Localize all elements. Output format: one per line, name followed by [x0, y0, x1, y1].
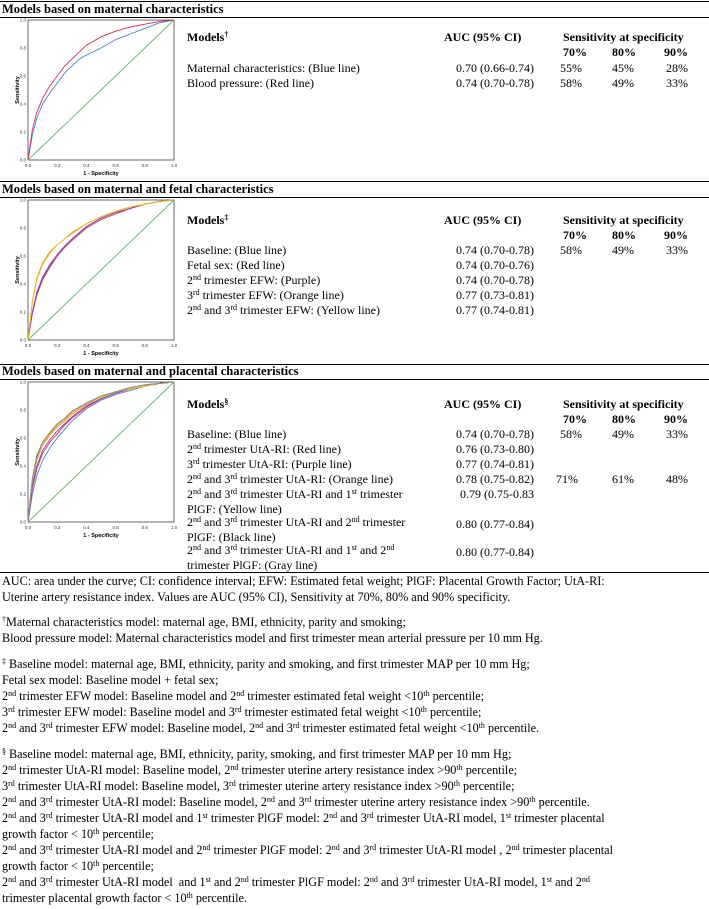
spec-70-header-3: 70%: [563, 412, 587, 426]
row-s70: 71%: [556, 472, 578, 486]
footnote-abbreviations: AUC: area under the curve; CI: confidence interval; EFW: Estimated fetal weight; PlGF: Placental Growth Factor; UtA-RI: Uterine artery resistance index. Values are AUC (95% CI), Sensitivity at 70%, 80% and 90% specificity.: [2, 574, 605, 604]
y-tick-label: 0.4: [19, 101, 26, 107]
row-s90: 33%: [666, 427, 688, 441]
row-label: 2nd and 3rd trimester UtA-RI: (Orange line): [187, 472, 393, 486]
x-tick-label: 0.2: [54, 525, 61, 530]
row-auc: 0.77 (0.74-0.81): [456, 457, 534, 471]
row-s80: 61%: [612, 472, 634, 486]
y-axis-label: Sensitivity: [15, 76, 21, 104]
x-tick-label: 0.4: [83, 163, 90, 168]
y-tick-label: 0.6: [19, 435, 26, 441]
row-s70: 55%: [560, 61, 582, 75]
row-auc: 0.70 (0.66-0.74): [456, 61, 534, 75]
footnote-dagger: †Maternal characteristics model: maternal age, BMI, ethnicity, parity and smoking; Blood pressure model: Maternal characteristics model and first trimester mean arterial pressure per 10 mm Hg.: [2, 615, 543, 645]
row-auc: 0.76 (0.73-0.80): [456, 442, 534, 456]
row-s90: 33%: [666, 76, 688, 90]
row-label: Maternal characteristics: (Blue line): [187, 61, 360, 75]
x-axis-label: 1 - Specificity: [83, 351, 119, 357]
row-label: 2nd trimester UtA-RI: (Red line): [187, 442, 341, 456]
roc-chart-2: [14, 198, 178, 360]
x-tick-label: 0.2: [54, 343, 61, 348]
row-s70: 58%: [560, 427, 582, 441]
section-1-title: Models based on maternal characteristics: [2, 2, 224, 16]
row-label: 2nd and 3rd trimester UtA-RI and 1st trimester PlGF: (Yellow line): [187, 487, 403, 516]
row-label: 3rd trimester UtA-RI: (Purple line): [187, 457, 352, 471]
y-tick-label: 1.0: [19, 18, 26, 23]
spec-90-header-2: 90%: [664, 228, 688, 242]
roc-chart-1: [14, 18, 178, 180]
row-label: Baseline: (Blue line): [187, 427, 287, 441]
row-label: 2nd and 3rd trimester EFW: (Yellow line): [187, 303, 380, 317]
row-label: Blood pressure: (Red line): [187, 76, 314, 90]
y-tick-label: 0.4: [19, 281, 26, 287]
footnote-double-dagger: ‡ Baseline model: maternal age, BMI, ethnicity, parity and smoking, and first trimester MAP per 10 mm Hg; Fetal sex model: Baseline model + fetal sex; 2nd trimester EFW model: Baseline model and 2nd trimester estimated fetal weight <10th percentile; 3rd trimester EFW model: Baseline model and 3rd trimester estimated fetal weight <10th percentile; 2nd and 3rd trimester EFW model: Baseline model, 2nd and 3rd trimester estimated fetal weight <10th percentile.: [2, 657, 540, 735]
y-tick-label: 0.2: [19, 129, 26, 135]
row-s90: 28%: [666, 61, 688, 75]
row-s80: 45%: [612, 61, 634, 75]
sens-header-1: Sensitivity at specificity: [563, 30, 684, 44]
x-tick-label: 0.8: [141, 525, 148, 530]
row-label: Baseline: (Blue line): [187, 243, 287, 257]
x-tick-label: 0.8: [141, 343, 148, 348]
y-tick-label: 0.6: [19, 73, 26, 79]
y-tick-label: 0.2: [19, 309, 26, 315]
y-tick-label: 0.4: [19, 463, 26, 469]
spec-70-header-2: 70%: [563, 228, 587, 242]
row-label: 2nd and 3rd trimester UtA-RI and 1st and 2nd trimester PlGF: (Gray line): [187, 543, 395, 572]
y-axis-label: Sensitivity: [15, 256, 21, 284]
row-auc: 0.77 (0.73-0.81): [456, 288, 534, 302]
y-axis-label: Sensitivity: [15, 438, 21, 466]
auc-header-2: AUC (95% CI): [444, 213, 522, 227]
row-auc: 0.74 (0.70-0.78): [456, 273, 534, 287]
section-2-title: Models based on maternal and fetal characteristics: [2, 182, 274, 196]
x-tick-label: 0.6: [112, 163, 119, 168]
row-label: Fetal sex: (Red line): [187, 258, 285, 272]
spec-90-header-3: 90%: [664, 412, 688, 426]
x-tick-label: 0.8: [141, 163, 148, 168]
x-tick-label: 0.0: [24, 525, 32, 530]
y-tick-label: 0.0: [19, 337, 26, 343]
row-label: 3rd trimester EFW: (Orange line): [187, 288, 344, 302]
row-auc: 0.79 (0.75-0.83: [460, 487, 534, 501]
spec-90-header-1: 90%: [664, 45, 688, 59]
row-auc: 0.74 (0.70-0.78): [456, 427, 534, 441]
row-s90: 48%: [666, 472, 688, 486]
x-tick-label: 0.0: [24, 163, 32, 168]
row-auc: 0.74 (0.70-0.78): [456, 243, 534, 257]
sens-header-2: Sensitivity at specificity: [563, 213, 684, 227]
y-tick-label: 0.0: [19, 519, 26, 525]
section-3-title: Models based on maternal and placental characteristics: [2, 364, 299, 378]
row-s80: 49%: [612, 76, 634, 90]
x-tick-label: 0.0: [24, 343, 32, 348]
y-tick-label: 0.0: [19, 157, 26, 163]
x-tick-label: 0.6: [112, 525, 119, 530]
spec-80-header-1: 80%: [612, 45, 636, 59]
row-auc: 0.80 (0.77-0.84): [456, 517, 534, 531]
x-tick-label: 1.0: [170, 163, 178, 168]
x-tick-label: 1.0: [170, 525, 178, 530]
models-header-2: Models‡: [187, 213, 229, 227]
spec-80-header-3: 80%: [612, 412, 636, 426]
row-auc: 0.78 (0.75-0.82): [456, 472, 534, 486]
auc-header-3: AUC (95% CI): [444, 397, 522, 411]
row-s70: 58%: [560, 76, 582, 90]
x-axis-label: 1 - Specificity: [83, 533, 119, 539]
roc-chart-3: [14, 380, 178, 542]
x-tick-label: 1.0: [170, 343, 178, 348]
y-tick-label: 0.2: [19, 491, 26, 497]
footnote-section-sign: § Baseline model: maternal age, BMI, ethnicity, parity, smoking, and first trimester MAP per 10 mm Hg; 2nd trimester UtA-RI model: Baseline model, 2nd trimester uterine artery resistance index >90th percentile; 3rd trimester UtA-RI model: Baseline model, 3rd trimester uterine artery resistance index >90th percentile; 2nd and 3rd trimester UtA-RI model: Baseline model, 2nd and 3rd trimester uterine artery resistance index >90th percentile. 2nd and 3rd trimester UtA-RI model and 1st trimester PlGF model: 2nd and 3rd trimester UtA-RI model, 1st trimester placental growth factor < 10th percentile; 2nd and 3rd trimester UtA-RI model and 2nd trimester PlGF model: 2nd and 3rd trimester UtA-RI model , 2nd trimester placental growth factor < 10th percentile; 2nd and 3rd trimester UtA-RI model and 1st and 2nd trimester PlGF model: 2nd and 3rd trimester UtA-RI model, 1st and 2nd trimester placental growth factor < 10th percentile.: [2, 747, 613, 905]
row-auc: 0.77 (0.74-0.81): [456, 303, 534, 317]
x-tick-label: 0.6: [112, 343, 119, 348]
row-label: 2nd trimester EFW: (Purple): [187, 273, 321, 287]
y-tick-label: 1.0: [19, 198, 26, 203]
spec-70-header-1: 70%: [563, 45, 587, 59]
row-s90: 33%: [666, 243, 688, 257]
y-tick-label: 1.0: [19, 380, 26, 385]
y-tick-label: 0.8: [19, 225, 26, 231]
y-tick-label: 0.8: [19, 45, 26, 51]
x-tick-label: 0.4: [83, 525, 90, 530]
sens-header-3: Sensitivity at specificity: [563, 397, 684, 411]
x-axis-label: 1 - Specificity: [83, 171, 119, 177]
row-auc: 0.74 (0.70-0.76): [456, 258, 534, 272]
spec-80-header-2: 80%: [612, 228, 636, 242]
y-tick-label: 0.6: [19, 253, 26, 259]
row-auc: 0.80 (0.77-0.84): [456, 545, 534, 559]
models-header-3: Models§: [187, 397, 229, 411]
x-tick-label: 0.4: [83, 343, 90, 348]
row-s80: 49%: [612, 243, 634, 257]
models-header-1: Models†: [187, 30, 229, 44]
row-s70: 58%: [560, 243, 582, 257]
x-tick-label: 0.2: [54, 163, 61, 168]
y-tick-label: 0.8: [19, 407, 26, 413]
auc-header-1: AUC (95% CI): [444, 30, 522, 44]
row-s80: 49%: [612, 427, 634, 441]
row-label: 2nd and 3rd trimester UtA-RI and 2nd trimester PlGF: (Black line): [187, 515, 406, 544]
row-auc: 0.74 (0.70-0.78): [456, 76, 534, 90]
